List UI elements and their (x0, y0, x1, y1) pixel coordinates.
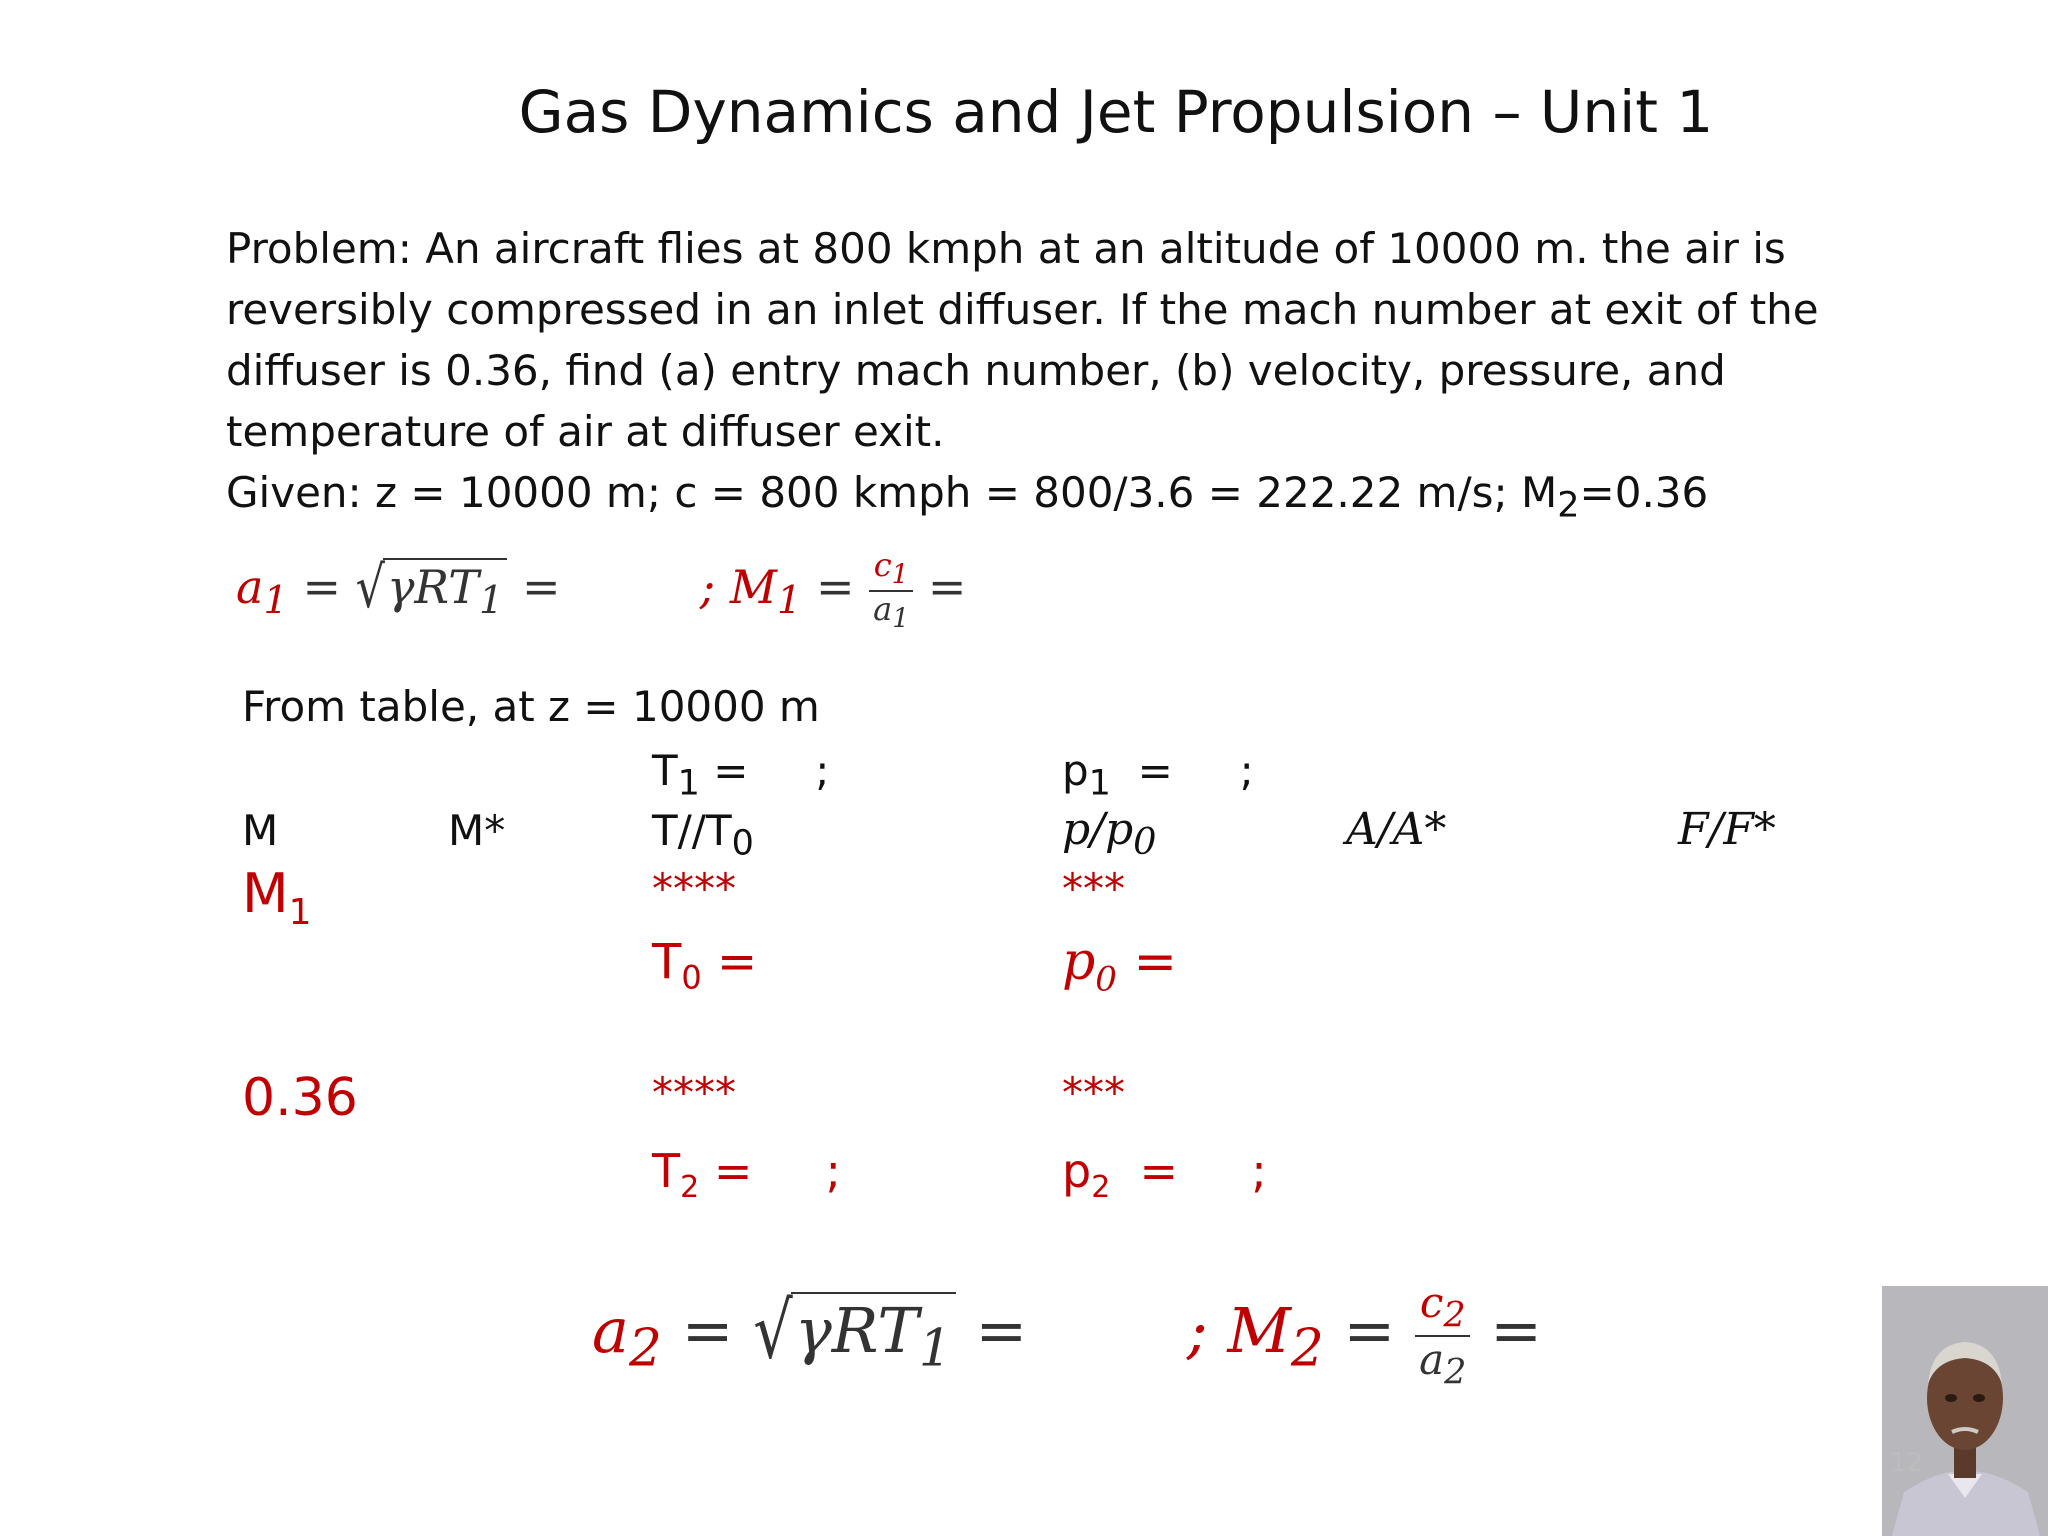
slide-title: Gas Dynamics and Jet Propulsion – Unit 1 (518, 78, 1714, 146)
problem-line-3: diffuser is 0.36, find (a) entry mach number, (b) velocity, pressure, and (226, 346, 1726, 395)
c1-over-a1-fraction: $\frac{c_1}{a_1}$ (869, 548, 913, 633)
p1-value: $p_1$ = ; (1062, 746, 1254, 804)
p0-value: $p_0$ = (1062, 932, 1178, 1000)
m2-symbol: ; $M_2$ (1186, 1294, 1324, 1379)
row1-mach: $M_1$ (242, 862, 312, 933)
row2-mach: 0.36 (242, 1068, 358, 1128)
problem-line-2: reversibly compressed in an inlet diffuser. If the mach number at exit of the (226, 285, 1819, 334)
radicand: γRT$_1$ (383, 558, 507, 623)
header-m: M (242, 806, 279, 855)
a1-symbol: $a_1$ (236, 559, 288, 623)
t1-value: $T_1$ = ; (652, 746, 830, 804)
header-p-ratio: $p/p_0$ (1062, 804, 1157, 863)
table-caption: From table, at z = 10000 m (242, 682, 820, 731)
p2-value: $p_2$ = ; (1062, 1144, 1267, 1206)
row1-t-stars: **** (652, 864, 736, 913)
c2-over-a2-fraction: $\frac{c_2}{a_2}$ (1415, 1280, 1470, 1392)
sqrt-icon: √ (355, 552, 385, 621)
problem-line-4: temperature of air at diffuser exit. (226, 407, 945, 456)
presenter-portrait-icon (1882, 1286, 2048, 1536)
t0-value: $T_0$ = (652, 934, 758, 997)
header-area-ratio: A/A* (1346, 804, 1447, 855)
page-number: 12 (1890, 1448, 1924, 1478)
row2-t-stars: **** (652, 1068, 736, 1117)
sqrt-icon: √ (753, 1284, 793, 1377)
radicand: γRT$_1$ (791, 1292, 956, 1378)
exit-mach-equation: $a_2 = √\gamma RT_1$ = ; $M_2$ = $\frac{c_2}{a_2}$ = (592, 1278, 1543, 1393)
presenter-video (1882, 1286, 2048, 1536)
row1-p-stars: *** (1062, 864, 1125, 913)
entry-mach-equation: $a_1 = √\gamma RT_1$ = ; $M_1$ = $\frac{c_1}{a_1}$ = (236, 546, 967, 635)
problem-statement (226, 218, 1826, 536)
header-t-ratio: $T//T_0$ (652, 806, 754, 864)
row2-p-stars: *** (1062, 1068, 1125, 1117)
problem-line-1: Problem: An aircraft flies at 800 kmph at an altitude of 10000 m. the air is (226, 224, 1786, 273)
header-force-ratio: F/F* (1678, 804, 1776, 855)
t2-value: $T_2$ = ; (652, 1144, 841, 1206)
header-mstar: M* (448, 806, 506, 855)
given-line: Given: z = 10000 m; c = 800 kmph = 800/3.6 = 222.22 m/s; $M_2=0.36$ (226, 468, 1709, 526)
a2-symbol: $a_2$ (592, 1294, 662, 1379)
m1-symbol: ; $M_1$ (699, 559, 802, 623)
